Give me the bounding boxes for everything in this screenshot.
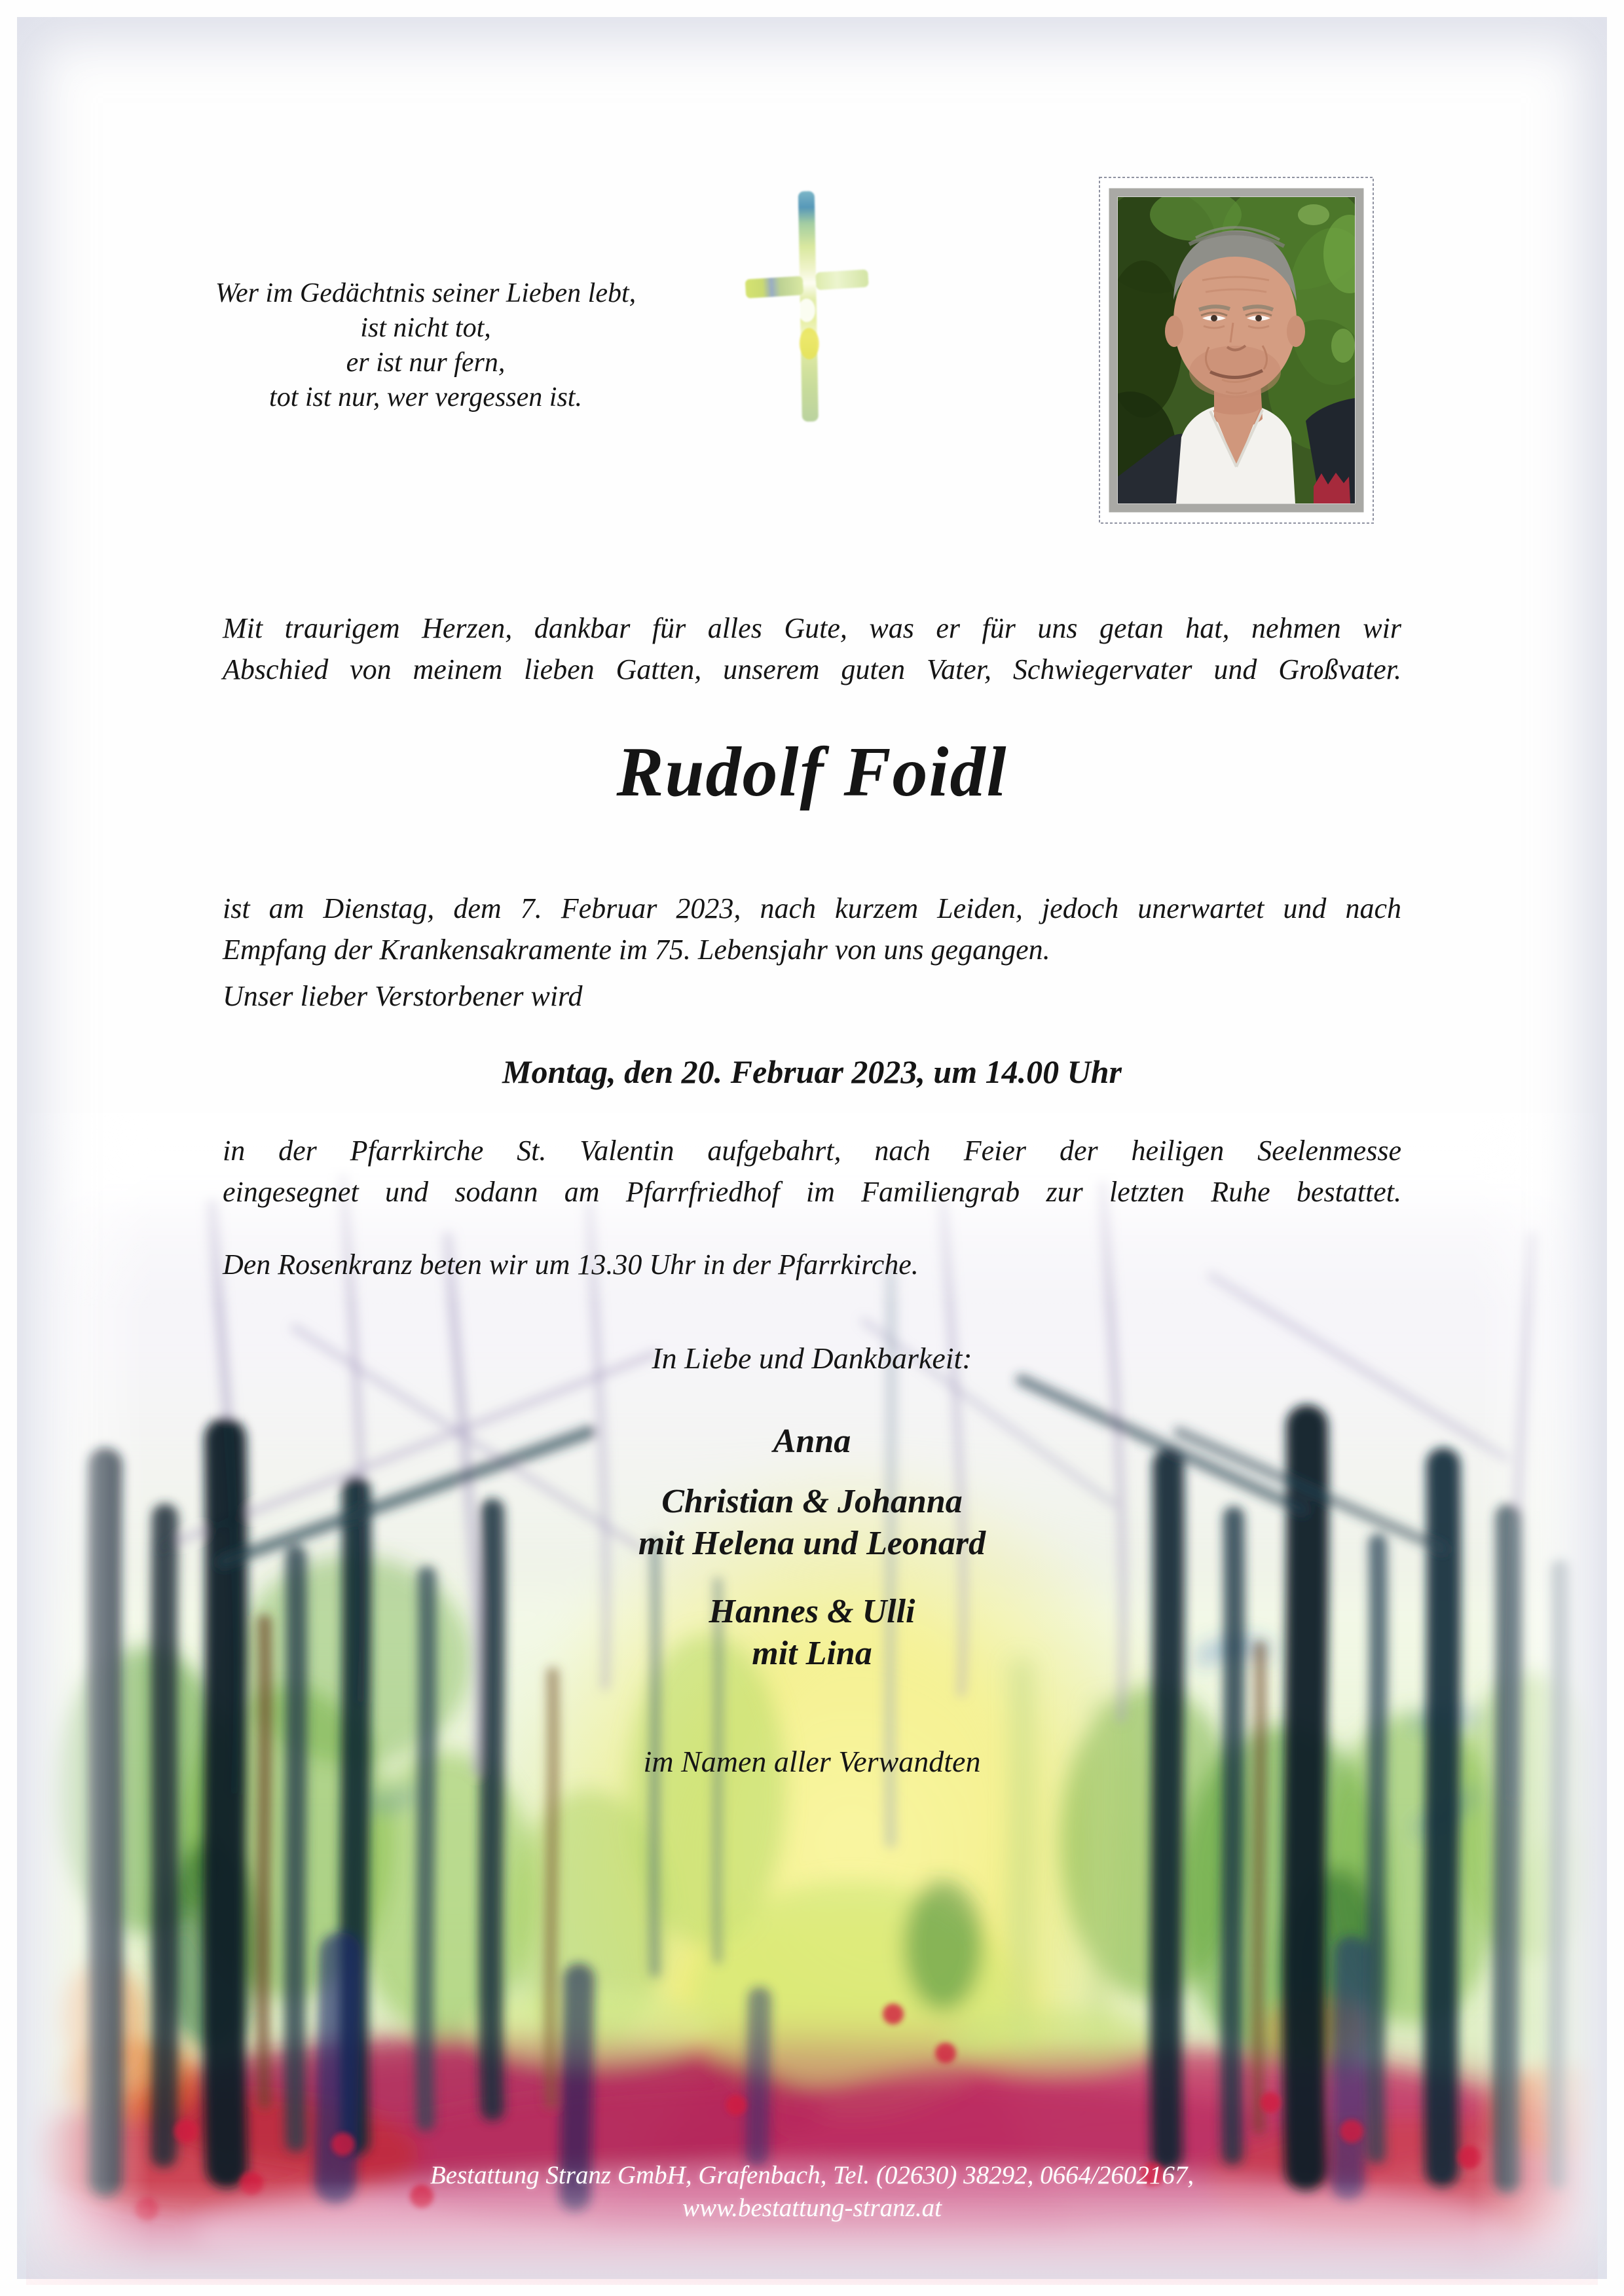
poem-line: Wer im Gedächtnis seiner Lieben lebt, — [215, 278, 637, 308]
footer-funeral-home — [0, 2159, 1624, 2225]
relatives-note: im Namen aller Verwandten — [643, 1745, 981, 1778]
funeral-leadin: Unser lieber Verstorbener wird — [223, 980, 583, 1012]
memorial-poem — [151, 276, 701, 415]
funeral-datetime: Montag, den 20. Februar 2023, um 14.00 Uhr — [502, 1053, 1122, 1090]
footer-line: Bestattung Stranz GmbH, Grafenbach, Tel. (02630) 38292, 0664/2602167, — [430, 2161, 1194, 2189]
forest-watercolor-painting — [26, 1113, 1598, 2285]
death-line: ist am Dienstag, dem 7. Februar 2023, nach kurzem Leiden, jedoch unerwartet und nach — [223, 892, 1401, 924]
mourner-group-anna — [0, 1421, 1624, 1463]
mourner-line: Anna — [773, 1423, 851, 1460]
closing-line: In Liebe und Dankbarkeit: — [652, 1341, 972, 1375]
death-line: Empfang der Krankensakramente im 75. Lebensjahr von uns gegangen. — [223, 934, 1050, 966]
mourner-line: Hannes & Ulli — [709, 1593, 915, 1630]
mourner-group-christian-johanna — [0, 1481, 1624, 1565]
death-notice-paragraph — [223, 888, 1401, 970]
mourner-line: Christian & Johanna — [661, 1483, 963, 1520]
deceased-name: Rudolf Foidl — [616, 733, 1008, 811]
poem-line: ist nicht tot, — [360, 313, 491, 343]
poem-line: tot ist nur, wer vergessen ist. — [269, 382, 582, 412]
intro-line: Abschied von meinem lieben Gatten, unserem guten Vater, Schwiegervater und Großvater. — [223, 653, 1401, 685]
mourner-line: mit Helena und Leonard — [638, 1525, 986, 1562]
funeral-details-paragraph — [223, 1130, 1401, 1212]
funeral-details-line: eingesegnet und sodann am Pfarrfriedhof im Familiengrab zur letzten Ruhe bestattet. — [223, 1176, 1401, 1208]
funeral-details-line: in der Pfarrkirche St. Valentin aufgebahrt, nach Feier der heiligen Seelenmesse — [223, 1135, 1401, 1167]
intro-paragraph — [223, 608, 1401, 690]
mourner-line: mit Lina — [752, 1635, 872, 1672]
rosary-note: Den Rosenkranz beten wir um 13.30 Uhr in der Pfarrkirche. — [223, 1248, 919, 1281]
portrait-photo-frame — [1098, 175, 1375, 525]
portrait-illustration — [1098, 175, 1375, 525]
watercolor-cross-icon — [739, 182, 876, 444]
intro-line: Mit traurigem Herzen, dankbar für alles Gute, was er für uns getan hat, nehmen wir — [223, 612, 1401, 644]
poem-line: er ist nur fern, — [346, 348, 506, 378]
footer-website: www.bestattung-stranz.at — [682, 2194, 942, 2222]
mourner-group-hannes-ulli — [0, 1591, 1624, 1675]
